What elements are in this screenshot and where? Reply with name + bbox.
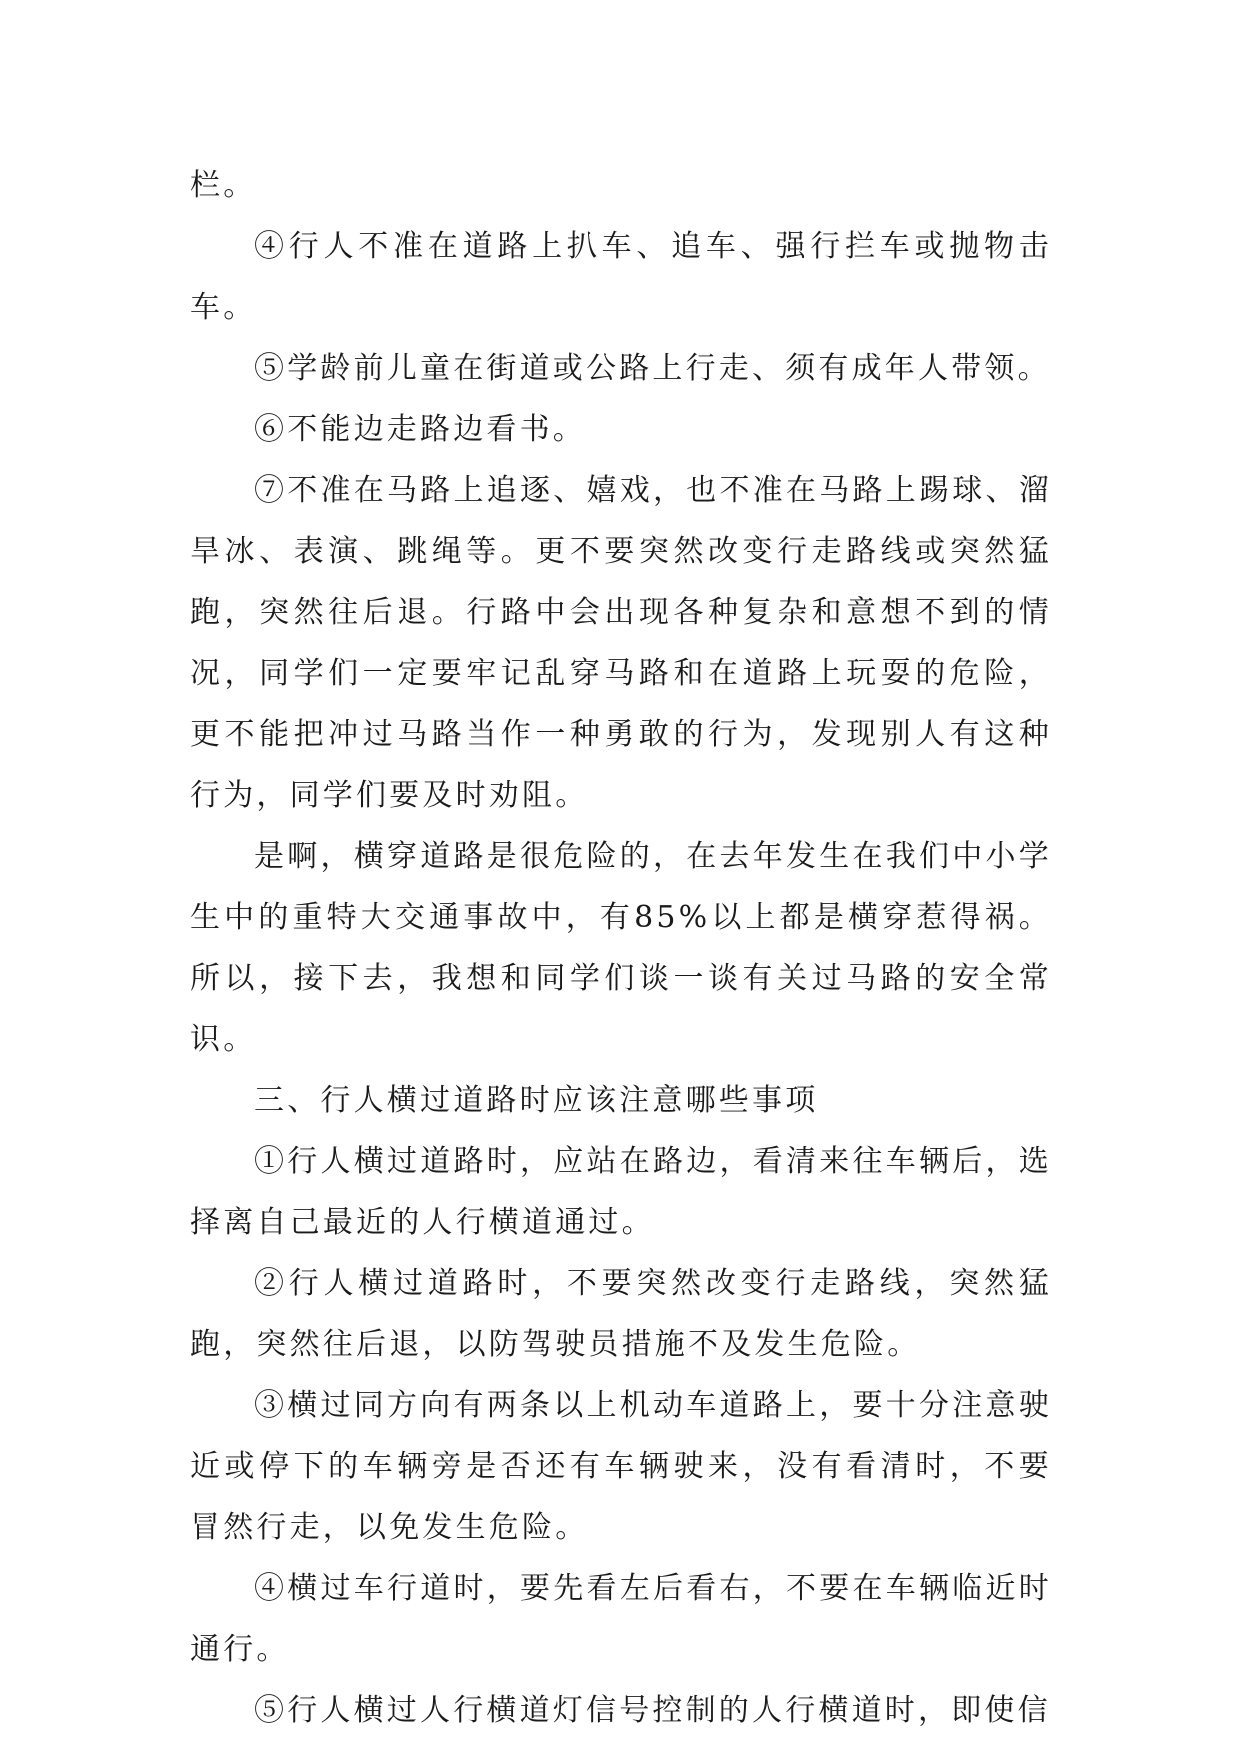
paragraph: 栏。: [190, 168, 257, 203]
paragraph: ①行人横过道路时，应站在路边，看清来往车辆后，选择离自己最近的人行横道通过。: [190, 1144, 1052, 1240]
paragraph: ③横过同方向有两条以上机动车道路上，要十分注意驶近或停下的车辆旁是否还有车辆驶来，没有看清时，不要冒然行走，以免发生危险。: [190, 1388, 1052, 1545]
paragraph: ②行人横过道路时，不要突然改变行走路线，突然猛跑，突然往后退，以防驾驶员措施不及发生危险。: [190, 1266, 1052, 1362]
paragraph: ⑤学龄前儿童在街道或公路上行走、须有成年人带领。: [254, 351, 1051, 386]
paragraph: ④横过车行道时，要先看左后看右，不要在车辆临近时通行。: [190, 1571, 1052, 1667]
paragraph: ⑥不能边走路边看书。: [254, 412, 586, 447]
paragraph: 是啊，横穿道路是很危险的，在去年发生在我们中小学生中的重特大交通事故中，有85%以上都是横穿惹得祸。所以，接下去，我想和同学们谈一谈有关过马路的安全常识。: [190, 839, 1052, 1057]
document-body: [190, 155, 1052, 1741]
paragraph: ⑤行人横过人行横道灯信号控制的人行横道时，即使信: [254, 1693, 1051, 1728]
paragraph: ⑦不准在马路上追逐、嬉戏，也不准在马路上踢球、溜旱冰、表演、跳绳等。更不要突然改变行走路线或突然猛跑，突然往后退。行路中会出现各种复杂和意想不到的情况，同学们一定要牢记乱穿马路和在道路上玩耍的危险，更不能把冲过马路当作一种勇敢的行为，发现别人有这种行为，同学们要及时劝阻。: [190, 473, 1052, 813]
section-heading: 三、行人横过道路时应该注意哪些事项: [254, 1083, 819, 1118]
paragraph: ④行人不准在道路上扒车、追车、强行拦车或抛物击车。: [190, 229, 1052, 325]
